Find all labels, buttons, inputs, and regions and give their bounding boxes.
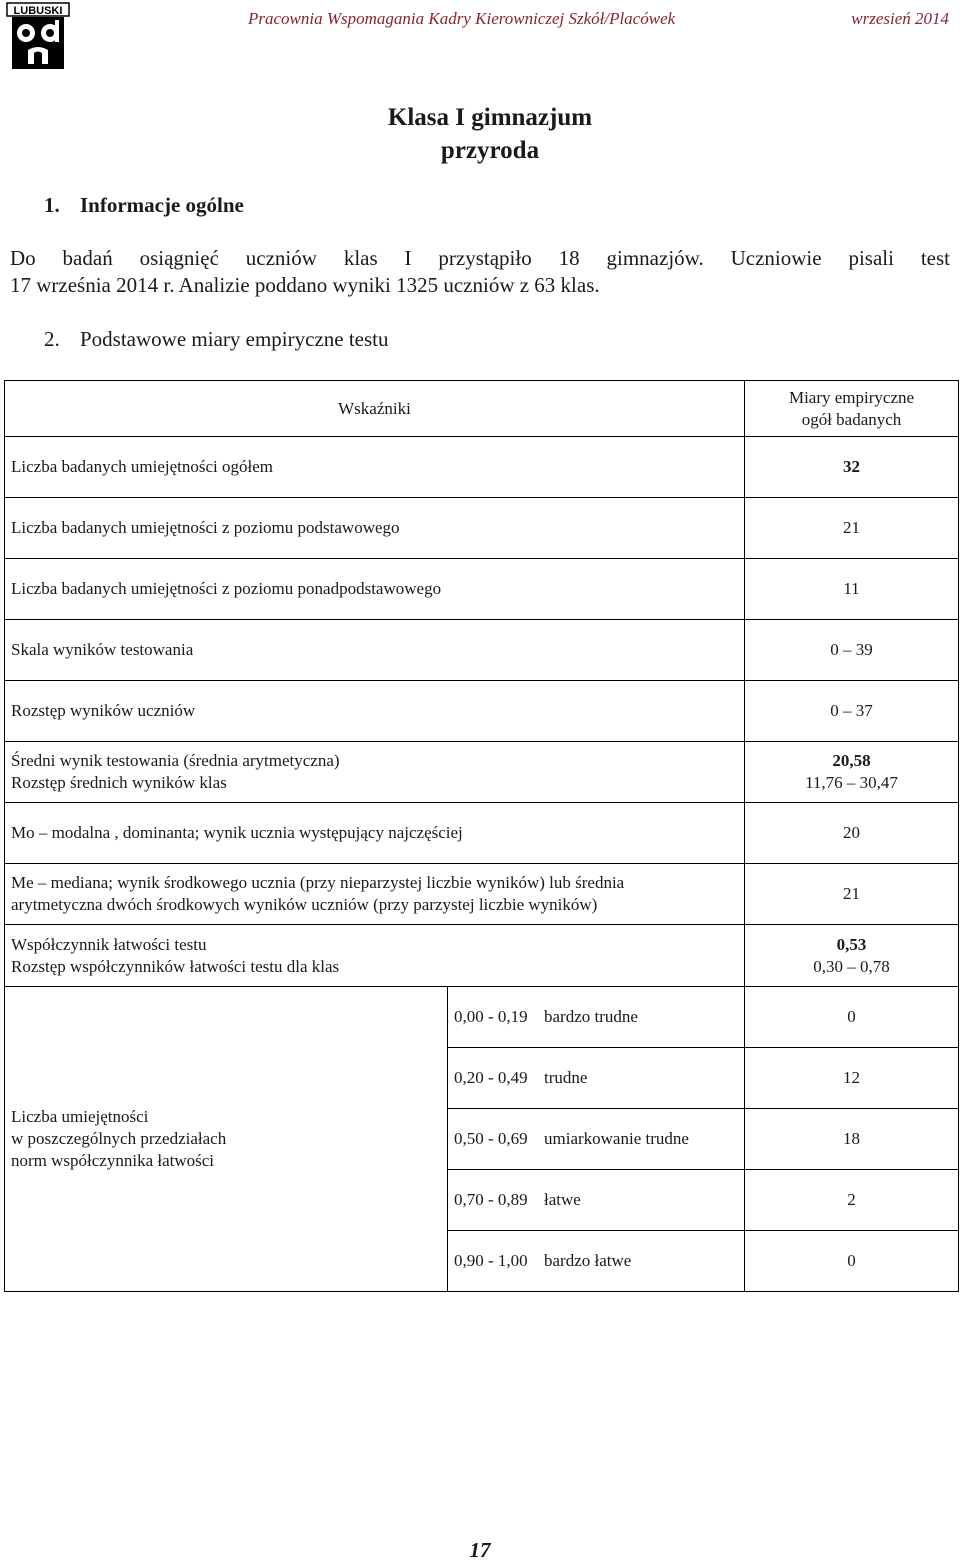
ease-label-line-1: Współczynnik łatwości testu [11, 934, 207, 954]
row-label: Skala wyników testowania [5, 620, 745, 681]
norm-count: 0 [745, 1231, 959, 1292]
header-date: wrzesień 2014 [851, 9, 949, 28]
mean-label-line-1: Średni wynik testowania (średnia arytmetyczna) [11, 751, 340, 770]
norm-range-value: 0,50 - 0,69 [454, 1129, 528, 1148]
ease-label [5, 925, 745, 987]
norm-range [448, 1170, 745, 1231]
median-value: 21 [745, 864, 959, 925]
norm-row [5, 987, 959, 1048]
norm-range-value: 0,00 - 0,19 [454, 1007, 528, 1026]
norm-range-name: bardzo trudne [544, 1007, 638, 1026]
ease-label-line-2: Rozstęp współczynników łatwości testu dla klas [11, 956, 340, 976]
median-label-line-2: arytmetyczna dwóch środkowych wyników uczniów (przy parzystej liczbie wyników) [11, 895, 598, 914]
section-2-heading [44, 327, 389, 352]
table-header-row [5, 381, 959, 437]
table-row-ease [5, 925, 959, 987]
page-number: 17 [469, 1538, 491, 1562]
section-1-number: 1. [44, 193, 60, 217]
row-value: 11 [745, 559, 959, 620]
intro-line-2: 17 września 2014 r. Analizie poddano wyniki 1325 uczniów z 63 klas. [10, 273, 600, 297]
norm-range [448, 987, 745, 1048]
norm-count: 12 [745, 1048, 959, 1109]
empirical-measures-table [4, 380, 959, 1292]
ease-value [745, 925, 959, 987]
norm-range-value: 0,20 - 0,49 [454, 1068, 528, 1087]
section-2-title: Podstawowe miary empiryczne testu [80, 327, 389, 351]
norms-label [5, 987, 448, 1292]
lubuski-logo [6, 2, 70, 72]
mean-value [745, 742, 959, 803]
header-title: Pracownia Wspomagania Kadry Kierowniczej Szkół/Placówek [248, 9, 676, 28]
section-1-heading [44, 193, 244, 218]
row-label: Liczba badanych umiejętności z poziomu podstawowego [5, 498, 745, 559]
intro-paragraph [10, 245, 950, 299]
norm-count: 18 [745, 1109, 959, 1170]
section-2-number: 2. [44, 327, 60, 351]
table-row [5, 498, 959, 559]
header-indicators: Wskaźniki [5, 381, 745, 437]
table-row [5, 620, 959, 681]
mode-label: Mo – modalna , dominanta; wynik ucznia występujący najczęściej [5, 803, 745, 864]
mean-value-line-1: 20,58 [832, 751, 871, 770]
norm-count: 2 [745, 1170, 959, 1231]
norm-range-name: trudne [544, 1068, 588, 1087]
svg-text:LUBUSKI: LUBUSKI [13, 5, 63, 17]
document-title-line-2: przyroda [440, 137, 540, 164]
table-row-mean [5, 742, 959, 803]
ease-value-line-1: 0,53 [836, 934, 867, 954]
table-row [5, 681, 959, 742]
row-label: Rozstęp wyników uczniów [5, 681, 745, 742]
row-label: Liczba badanych umiejętności z poziomu ponadpodstawowego [5, 559, 745, 620]
norms-label-line-3: norm współczynnika łatwości [11, 1151, 215, 1170]
norm-count: 0 [745, 987, 959, 1048]
norms-label-line-1: Liczba umiejętności [11, 1107, 149, 1126]
norm-range [448, 1231, 745, 1292]
mean-label [5, 742, 745, 803]
table-row [5, 437, 959, 498]
row-value: 21 [745, 498, 959, 559]
row-value: 0 – 39 [745, 620, 959, 681]
norm-range-name: bardzo łatwe [544, 1251, 632, 1270]
table-row [5, 559, 959, 620]
median-label-line-1: Me – mediana; wynik środkowego ucznia (przy nieparzystej liczbie wyników) lub średnia [11, 873, 625, 892]
mode-value: 20 [745, 803, 959, 864]
row-label: Liczba badanych umiejętności ogółem [5, 437, 745, 498]
ease-value-line-2: 0,30 – 0,78 [813, 956, 890, 976]
document-title-line-1: Klasa I gimnazjum [387, 104, 593, 131]
norms-label-line-2: w poszczególnych przedziałach [11, 1129, 227, 1148]
norm-range-value: 0,90 - 1,00 [454, 1251, 528, 1270]
header-measures-line-2: ogół badanych [801, 409, 902, 429]
norm-range [448, 1109, 745, 1170]
row-value: 0 – 37 [745, 681, 959, 742]
norm-range-name: łatwe [544, 1190, 581, 1209]
norm-range-value: 0,70 - 0,89 [454, 1190, 528, 1209]
table-row-mode [5, 803, 959, 864]
median-label [5, 864, 745, 925]
mean-label-line-2: Rozstęp średnich wyników klas [11, 773, 227, 792]
table-row-median [5, 864, 959, 925]
document-title [320, 101, 660, 167]
header-measures-line-1: Miary empiryczne [788, 387, 915, 407]
header-measures [745, 381, 959, 437]
norm-range-name: umiarkowanie trudne [544, 1129, 689, 1148]
mean-value-line-2: 11,76 – 30,47 [805, 773, 898, 792]
intro-line-1: Do badań osiągnięć uczniów klas I przystąpiło 18 gimnazjów. Uczniowie pisali test [10, 246, 950, 270]
section-1-title: Informacje ogólne [80, 193, 244, 217]
norm-range [448, 1048, 745, 1109]
row-value: 32 [745, 437, 959, 498]
